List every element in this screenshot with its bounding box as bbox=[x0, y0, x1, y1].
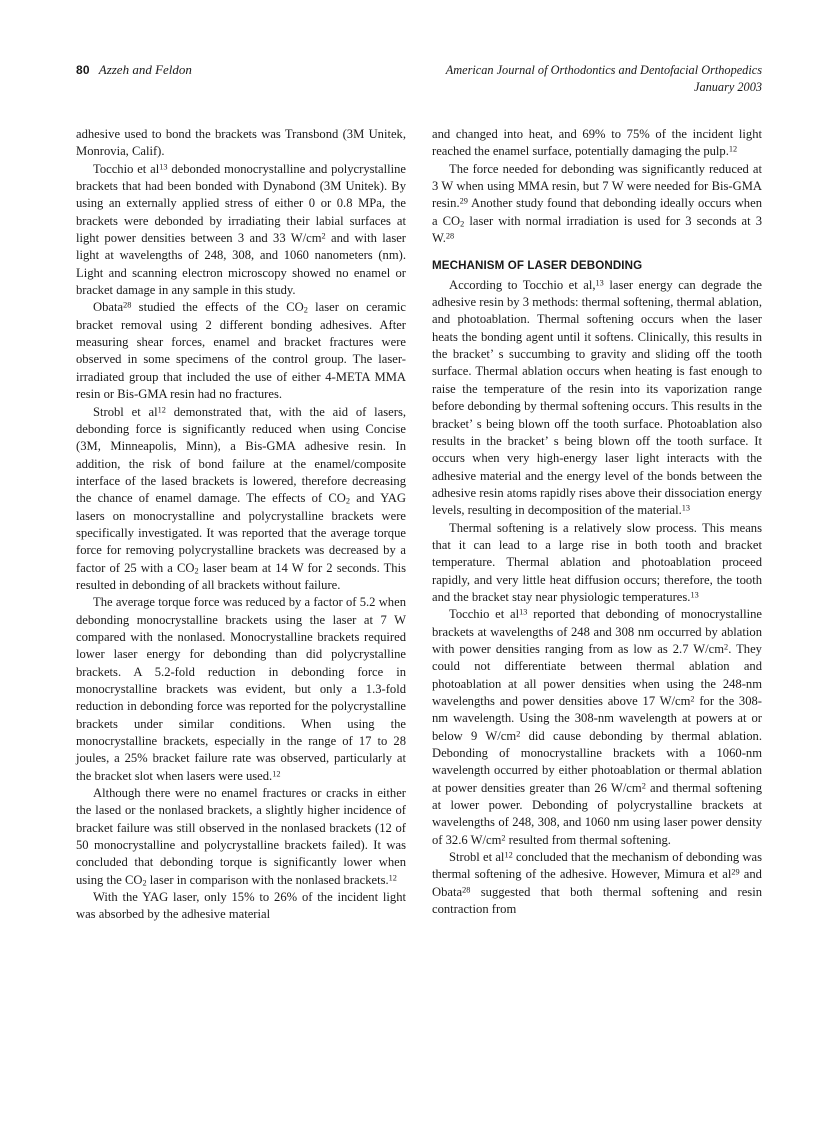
par-strobl-concluded: Strobl et $al^{12}$ concluded that the mechanism of debonding was thermal softening of the adhesive. However, Mimura et $al^{29}$ and Obata$^{28}$ suggested that both thermal softening and resin contraction from bbox=[432, 850, 762, 917]
column-right bbox=[432, 126, 762, 1041]
par-adhesive-transbond: adhesive used to bond the brackets was Transbond (3M Unitek, Monrovia, Calif). bbox=[76, 127, 406, 159]
running-head bbox=[76, 62, 762, 102]
par-force-needed: The force needed for debonding was significantly reduced at 3 W when using MMA resin, but 7 W were needed for Bis-GMA resin.$^{29}$ Another study found that debonding ideally occurs when a $CO_2$ laser with normal irradiation is used for 3 seconds at 3 W.$^{28}$ bbox=[432, 161, 762, 246]
head-mechanism: MECHANISM OF LASER DEBONDING bbox=[432, 259, 643, 273]
par-changed-into-heat: and changed into heat, and 69% to 75% of the incident light reached the enamel surface, potentially damaging the pulp.$^{12}$ bbox=[432, 127, 762, 159]
par-according-tocchio: According to Tocchio et al,$^{13}$ laser energy can degrade the adhesive resin by 3 methods: thermal softening, thermal ablation, and photoablation. Thermal softening occurs when the laser heats the bonding agent until it softens. Clinically, this results in the bracket’ s succumbing to gravity and sliding off the tooth surface. Thermal ablation occurs when heating is fast enough to raise the temperature of the resin into its vaporization range before debonding by thermal softening occurs. This results in the bracket’ s being blown off the tooth surface. Photoablation also results in the bracket’ s being blown off the tooth surface. It occurs when very high-energy laser light interacts with the adhesive material and the energy level of the bonds between the adhesive resin atoms rapidly rises above their dissociation energy levels, resulting in decomposition of the material.$^{13}$ bbox=[432, 277, 762, 518]
body-columns bbox=[76, 126, 762, 1041]
par-yag-laser: With the YAG laser, only 15% to 26% of the incident light was absorbed by the adhesive material bbox=[76, 890, 406, 922]
par-average-torque: The average torque force was reduced by a factor of 5.2 when debonding monocrystalline brackets using the laser at 7 W compared with the nonlased. Monocrystalline brackets required lower laser energy for debonding than did polycrystalline brackets. A 5.2-fold reduction in debonding force in monocrystalline brackets was evident, but only a 1.3-fold reduction in debonding force was reported for the polycrystalline brackets under similar conditions. When using the monocrystalline brackets, especially in the range of 17 to 28 joules, a 25% bracket failure rate was observed, particularly at the bracket slot when lasers were used.$^{12}$ bbox=[76, 595, 406, 783]
par-strobl-demonstrated: Strobl et $al^{12}$ demonstrated that, with the aid of lasers, debonding force is significantly reduced when using Concise (3M, Minneapolis, Minn), a Bis-GMA adhesive resin. In addition, the risk of bond failure at the enamel/composite interface of the lased brackets is lowered, therefore decreasing the chance of enamel damage. The effects of $CO_2$ and YAG lasers on monocrystalline and polycrystalline brackets were specifically investigated. It was reported that the average torque force for removing polycrystalline brackets was decreased by a factor of 25 with a $CO_2$ laser beam at 14 W for 2 seconds. This resulted in debonding of all brackets without failure. bbox=[76, 404, 407, 592]
par-obata-ceramic: Obata$^{28}$ studied the effects of the $CO_2$ laser on ceramic bracket removal using 2 different bonding adhesives. After measuring shear forces, enamel and bracket fractures were observed in some specimens of the control group. The laser-irradiated group that included the use of either 4-META MMA resin or Bis-GMA resin had no fractures. bbox=[76, 300, 406, 402]
par-tocchio-reported: Tocchio et $al^{13}$ reported that debonding of monocrystalline brackets at wavelengths of 248 and 308 nm occurred by ablation with power densities ranging from as low as 2.7 $W/cm^2$. They could not differentiate between thermal ablation and photoablation at all power densities when using the 248-nm wavelengths and power densities above 17 $W/cm^2$ for the 308-nm wavelength. Using the 308-nm wavelength at powers at or below 9 $W/cm^2$ did cause debonding by thermal ablation. Debonding of monocrystalline brackets with a 1060-nm wavelength occurred by either photoablation or thermal ablation at power densities greater than 26 $W/cm^2$ and thermal softening at lower power. Debonding of polycrystalline brackets at wavelengths of 248, 308, and 1060 nm using laser power density of 32.6 $W/cm^2$ resulted from thermal softening. bbox=[432, 607, 763, 847]
par-although-no-enamel: Although there were no enamel fractures or cracks in either the lased or the nonlased brackets, a slightly higher incidence of bracket failure was still observed in the nonlased brackets (12 of 50 monocrystalline and polycrystalline brackets failed). It was concluded that debonding torque is significantly lower when using the $CO_2$ laser in comparison with the nonlased brackets.$^{12}$ bbox=[76, 786, 406, 888]
journal-title: American Journal of Orthodontics and Dentofacial Orthopedics bbox=[445, 63, 762, 77]
page-number: 80 bbox=[76, 63, 90, 77]
running-head-authors: Azzeh and Feldon bbox=[98, 62, 192, 77]
issue-date: January 2003 bbox=[694, 79, 762, 94]
par-thermal-softening-slow: Thermal softening is a relatively slow process. This means that it can lead to a large rise in both tooth and bracket temperature. Thermal ablation and photoablation proceed rapidly, and very little heat diffusion occurs; therefore, the tooth and the bracket stay near physiologic temperatures.$^{13}$ bbox=[432, 520, 762, 604]
running-head-right bbox=[446, 62, 762, 95]
running-head-left bbox=[76, 62, 192, 78]
column-left bbox=[76, 126, 406, 1041]
par-tocchio-debonded: Tocchio et $al^{13}$ debonded monocrystalline and polycrystalline brackets that had been bonded with Dynabond (3M Unitek). By using an externally applied stress of either 0 or 0.8 MPa, the brackets were debonded by irradiating their labial surfaces at light power densities between 3 and 33 $W/cm^2$ and with laser light at wavelengths of 248, 308, and 1060 nanometers (nm). Light and scanning electron microscopy showed no enamel or bracket damage in any sample in this study. bbox=[76, 161, 407, 298]
